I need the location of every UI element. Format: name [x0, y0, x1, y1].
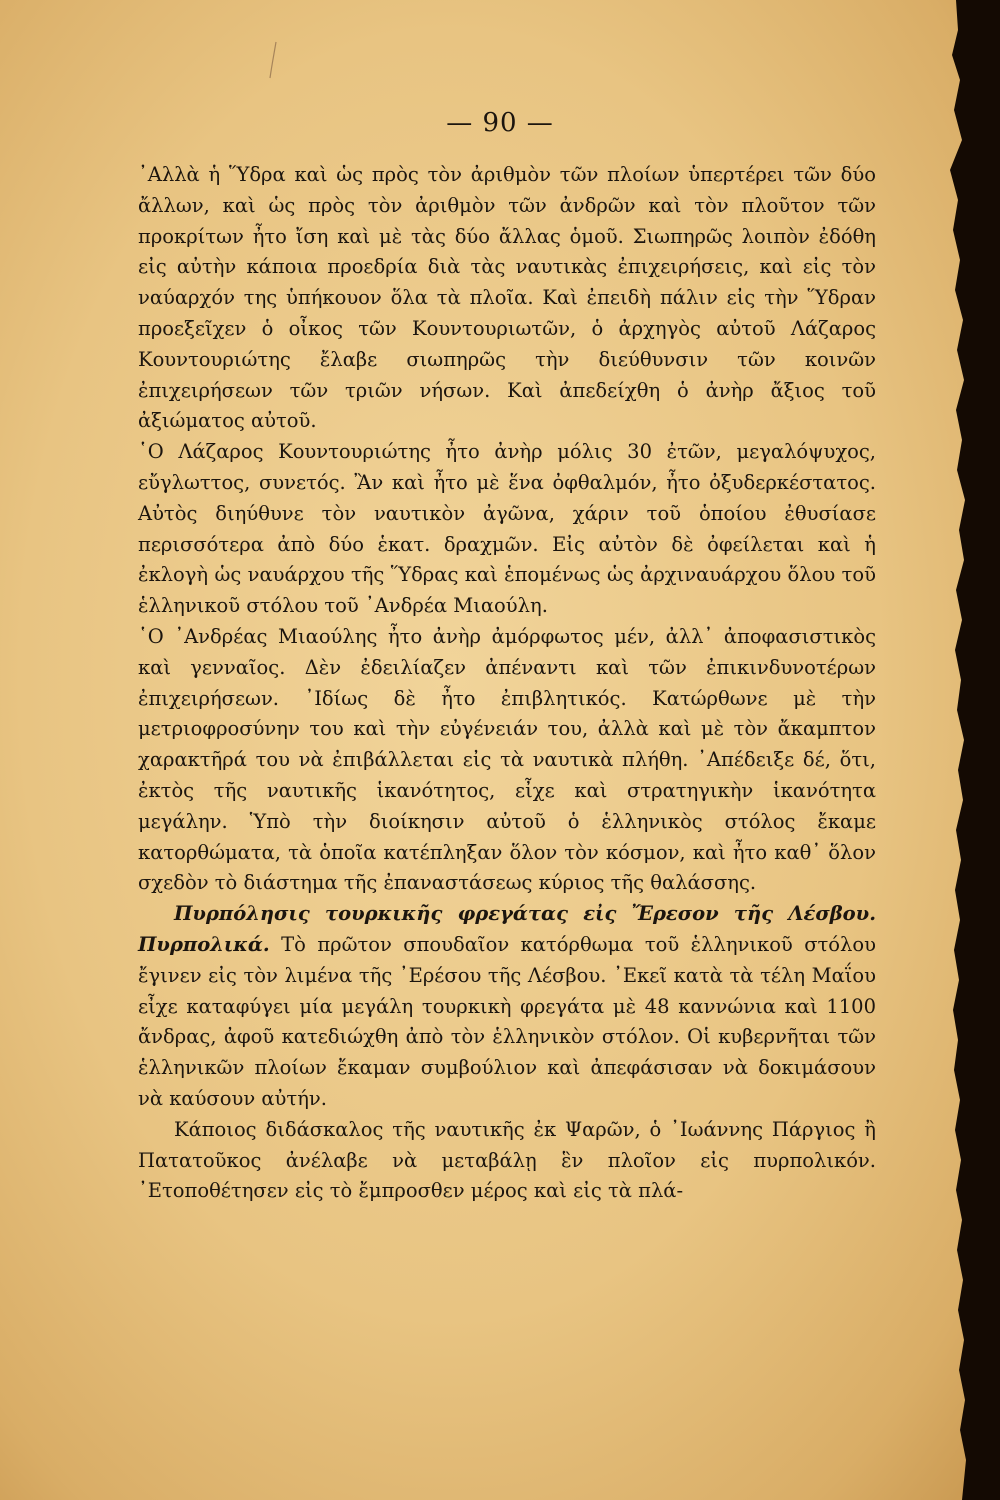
paragraph-4-text: Τὸ πρῶτον σπουδαῖον κατόρθωμα τοῦ ἑλληνικοῦ στόλου ἔγινεν εἰς τὸν λιμένα τῆς ᾿Ερέσου τῆς Λέσβου. ᾿Εκεῖ κατὰ τὰ τέλη Μαΐου εἶχε καταφύγει μία μεγάλη τουρκικὴ φρεγάτα μὲ 48 καννώνια καὶ 1100 ἄνδρας, ἀφοῦ κατεδιώχθη ἀπὸ τὸν ἑλληνικὸν στόλον. Οἱ κυβερνῆται τῶν ἑλληνικῶν πλοίων ἔκαμαν συμβούλιον καὶ ἀπεφάσισαν νὰ δοκιμάσουν νὰ καύσουν αὐτήν.	[138, 932, 876, 1110]
page-number: — 90 —	[446, 108, 554, 138]
paragraph-4	[138, 899, 876, 1115]
paragraph-5: Κάποιος διδάσκαλος τῆς ναυτικῆς ἐκ Ψαρῶν, ὁ ᾿Ιωάννης Πάργιος ἢ Πατατοῦκος ἀνέλαβε νὰ μεταβάλῃ ἓν πλοῖον εἰς πυρπολικόν. ᾿Ετοποθέτησεν εἰς τὸ ἔμπροσθεν μέρος καὶ εἰς τὰ πλά-	[138, 1117, 876, 1203]
section-heading: Πυρπόλησις τουρκικῆς φρεγάτας εἰς Ἔρεσον τῆς Λέσβου. Πυρπολικά.	[138, 902, 876, 956]
torn-edge	[860, 0, 1000, 1500]
paragraph-1: ᾿Αλλὰ ἡ Ὕδρα καὶ ὡς πρὸς τὸν ἀριθμὸν τῶν πλοίων ὑπερτέρει τῶν δύο ἄλλων, καὶ ὡς πρὸς τὸν ἀριθμὸν τῶν ἀνδρῶν καὶ τὸν πλοῦτον τῶν προκρίτων ἦτο ἴση καὶ μὲ τὰς δύο ἄλλας ὁμοῦ. Σιωπηρῶς λοιπὸν ἐδόθη εἰς αὐτὴν κάποια προεδρία διὰ τὰς ναυτικὰς ἐπιχειρήσεις, καὶ εἰς τὸν ναύαρχόν της ὑπήκουον ὅλα τὰ πλοῖα. Καὶ ἐπειδὴ πάλιν εἰς τὴν Ὕδραν προεξεῖχεν ὁ οἶκος τῶν Κουντουριωτῶν, ὁ ἀρχηγὸς αὐτοῦ Λάζαρος Κουντουριώτης ἔλαβε σιωπηρῶς τὴν διεύθυνσιν τῶν κοινῶν ἐπιχειρήσεων τῶν τριῶν νήσων. Καὶ ἀπεδείχθη ὁ ἀνὴρ ἄξιος τοῦ ἀξιώματος αὐτοῦ.	[138, 163, 876, 433]
paragraph-2: ῾Ο Λάζαρος Κουντουριώτης ἦτο ἀνὴρ μόλις 30 ἐτῶν, μεγαλόψυχος, εὔγλωττος, συνετός. Ἂν καὶ ἦτο μὲ ἕνα ὀφθαλμόν, ἦτο ὀξυδερκέστατος. Αὐτὸς διηύθυνε τὸν ναυτικὸν ἀγῶνα, χάριν τοῦ ὁποίου ἐθυσίασε περισσότερα ἀπὸ δύο ἑκατ. δραχμῶν. Εἰς αὐτὸν δὲ ὀφείλεται καὶ ἡ ἐκλογὴ ὡς ναυάρχου τῆς Ὕδρας καὶ ἑπομένως ὡς ἀρχιναυάρχου ὅλου τοῦ ἑλληνικοῦ στόλου τοῦ ᾿Ανδρέα Μιαούλη.	[138, 440, 876, 618]
body-text	[138, 160, 876, 1207]
paragraph-3: ῾Ο ᾿Ανδρέας Μιαούλης ἦτο ἀνὴρ ἀμόρφωτος μέν, ἀλλ᾿ ἀποφασιστικὸς καὶ γενναῖος. Δὲν ἐδειλίαζεν ἀπέναντι καὶ τῶν ἐπικινδυνοτέρων ἐπιχειρήσεων. ᾿Ιδίως δὲ ἦτο ἐπιβλητικός. Κατώρθωνε μὲ τὴν μετριοφροσύνην του καὶ τὴν εὐγένειάν του, ἀλλὰ καὶ μὲ τὸν ἄκαμπτον χαρακτῆρά του νὰ ἐπιβάλλεται εἰς τὰ ναυτικὰ πλήθη. ᾿Απέδειξε δέ, ὅτι, ἐκτὸς τῆς ναυτικῆς ἱκανότητος, εἶχε καὶ στρατηγικὴν ἱκανότητα μεγάλην. Ὑπὸ τὴν διοίκησιν αὐτοῦ ὁ ἑλληνικὸς στόλος ἔκαμε κατορθώματα, τὰ ὁποῖα κατέπληξαν ὅλον τὸν κόσμον, καὶ ἦτο καθ᾿ ὅλον σχεδὸν τὸ διάστημα τῆς ἐπαναστάσεως κύριος τῆς θαλάσσης.	[138, 624, 876, 895]
pencil-mark-icon	[262, 40, 286, 80]
